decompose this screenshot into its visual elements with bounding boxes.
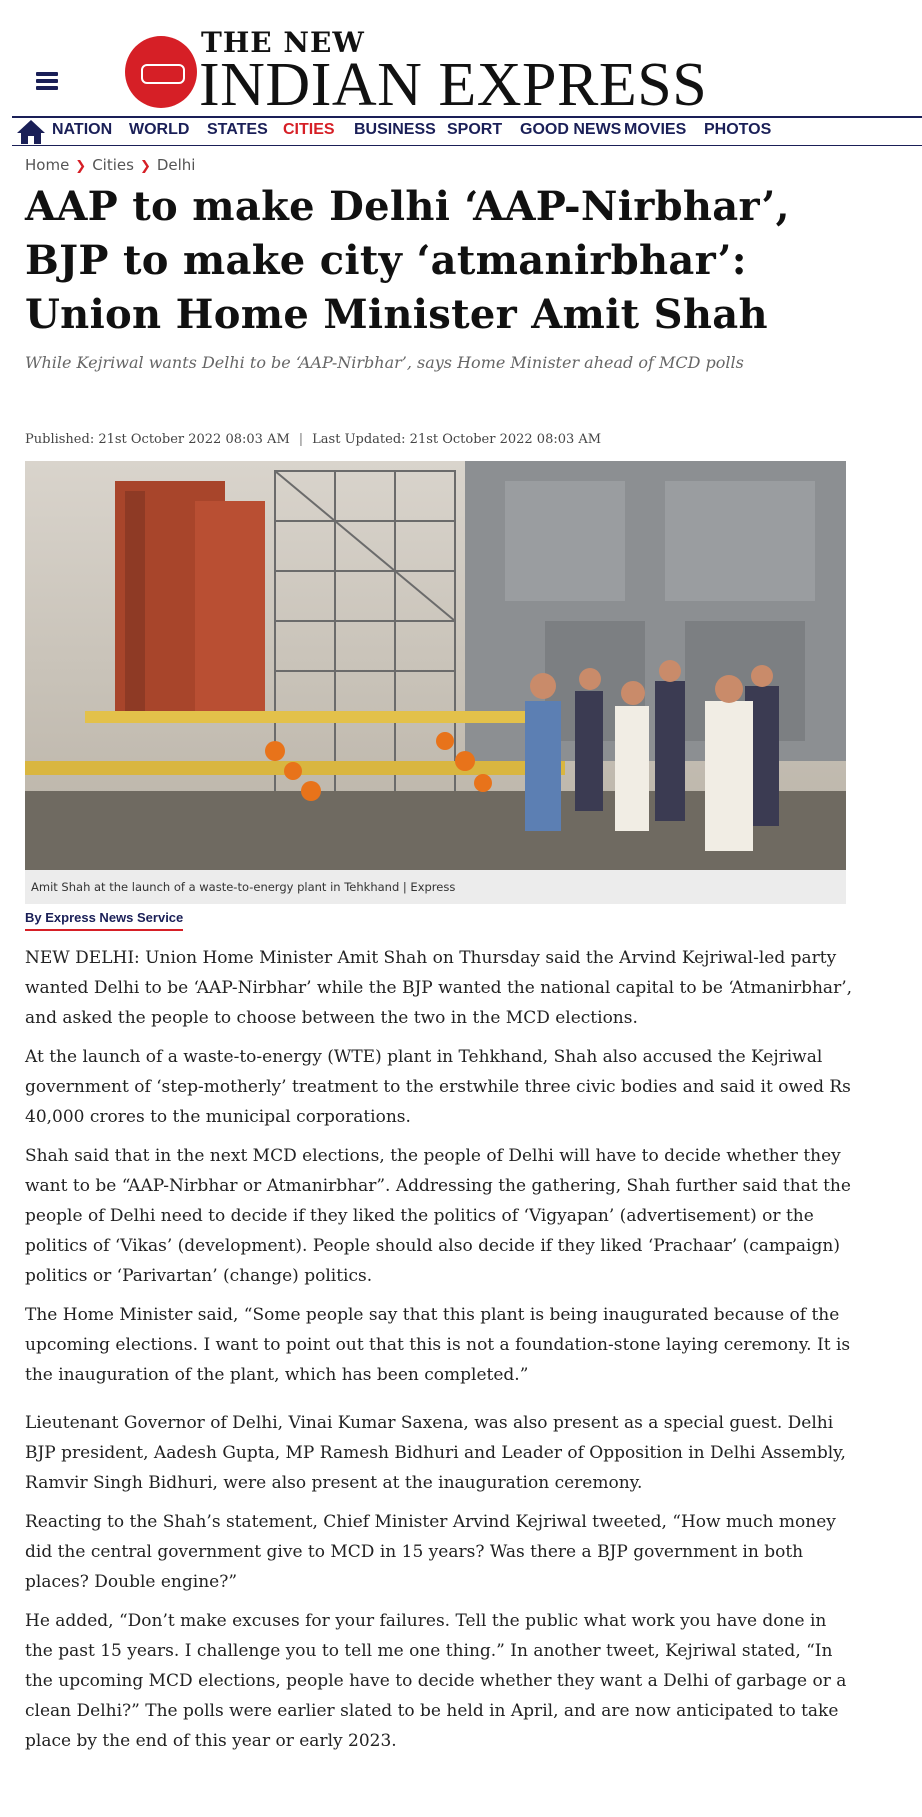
article-paragraph: Reacting to the Shah’s statement, Chief Minister Arvind Kejriwal tweeted, “How much money did the central government give to MCD in 15 years? Was there a BJP government in both places? Double engine?” (25, 1512, 836, 1592)
article-paragraph: Shah said that in the next MCD elections, the people of Delhi will have to decide whether they want to be “AAP-Nirbhar or Atmanirbhar”. Addressing the gathering, Shah further said that the people of Delhi need to decide if they liked the politics of ‘Vigyapan’ (advertisement) or the politics of ‘Vikas’ (development). People should also decide if they liked ‘Prachaar’ (campaign) politics or ‘Parivartan’ (change) politics. (25, 1146, 851, 1286)
headline-line: BJP to make city ‘atmanirbhar’: (25, 237, 747, 284)
menu-icon[interactable] (36, 72, 58, 90)
image-caption-bar (25, 870, 846, 904)
headline-line: AAP to make Delhi ‘AAP-Nirbhar’, (25, 183, 790, 230)
site-header (0, 0, 922, 119)
plant-launch-photo (25, 461, 846, 870)
headline-line: Union Home Minister Amit Shah (25, 291, 768, 338)
nav-item-sport[interactable]: SPORT (447, 121, 503, 138)
logo-text-top: THE NEW (201, 26, 365, 59)
home-icon[interactable] (14, 118, 48, 145)
breadcrumb-home[interactable]: Home (25, 156, 70, 174)
article-paragraph: Lieutenant Governor of Delhi, Vinai Kumar Saxena, was also present as a special guest. Delhi BJP president, Aadesh Gupta, MP Ramesh Bidhuri and Leader of Opposition in Delhi Assembly, Ramvir Singh Bidhuri, were also present at the inauguration ceremony. (25, 1413, 846, 1493)
meta-divider: | (298, 432, 304, 447)
breadcrumb-delhi[interactable]: Delhi (156, 156, 196, 174)
chevron-right-icon: ❯ (139, 159, 151, 174)
published-date: Published: 21st October 2022 08:03 AM (25, 432, 290, 447)
article-headline (25, 180, 865, 342)
site-logo[interactable] (125, 26, 735, 119)
image-caption: Amit Shah at the launch of a waste-to-energy plant in Tehkhand | Express (31, 880, 456, 894)
logo-text-main: INDIAN EXPRESS (199, 51, 708, 119)
author-byline[interactable]: By Express News Service (25, 910, 183, 931)
chevron-right-icon: ❯ (75, 159, 87, 174)
article-paragraph: He added, “Don’t make excuses for your failures. Tell the public what work you have done in the past 15 years. I challenge you to tell me one thing.” In another tweet, Kejriwal stated, “In the upcoming MCD elections, people have to decide whether they want a Delhi of garbage or a clean Delhi?” The polls were earlier slated to be held in April, and are now anticipated to take place by the end of this year or early 2023. (25, 1611, 847, 1751)
nav-item-cities[interactable]: CITIES (283, 121, 335, 138)
breadcrumb (25, 156, 195, 174)
article-paragraph: The Home Minister said, “Some people say that this plant is being inaugurated because of the upcoming elections. I want to point out that this is not a foundation-stone laying ceremony. It is the inauguration of the plant, which has been completed.” (25, 1305, 851, 1385)
main-nav (12, 116, 922, 146)
nav-item-world[interactable]: WORLD (129, 121, 190, 138)
updated-date: Last Updated: 21st October 2022 08:03 AM (312, 432, 602, 447)
article-paragraph: At the launch of a waste-to-energy (WTE) plant in Tehkhand, Shah also accused the Kejriwal government of ‘step-motherly’ treatment to the erstwhile three civic bodies and said it owed Rs 40,000 crores to the municipal corporations. (25, 1047, 851, 1127)
breadcrumb-cities[interactable]: Cities (92, 156, 134, 174)
nav-item-movies[interactable]: MOVIES (624, 121, 687, 138)
nav-item-nation[interactable]: NATION (52, 121, 113, 138)
nav-item-photos[interactable]: PHOTOS (704, 121, 772, 138)
article-paragraph: NEW DELHI: Union Home Minister Amit Shah on Thursday said the Arvind Kejriwal-led party wanted Delhi to be ‘AAP-Nirbhar’ while the BJP wanted the national capital to be ‘Atmanirbhar’, and asked the people to choose between the two in the MCD elections. (25, 948, 852, 1028)
article-hero-image (25, 461, 846, 870)
nav-item-business[interactable]: BUSINESS (354, 121, 436, 138)
nav-item-states[interactable]: STATES (207, 121, 268, 138)
article-subheadline: While Kejriwal wants Delhi to be ‘AAP-Nirbhar’, says Home Minister ahead of MCD polls (25, 353, 744, 372)
logo-emblem-icon (125, 36, 197, 108)
article-meta (25, 432, 601, 447)
nav-item-good-news[interactable]: GOOD NEWS (520, 121, 622, 138)
